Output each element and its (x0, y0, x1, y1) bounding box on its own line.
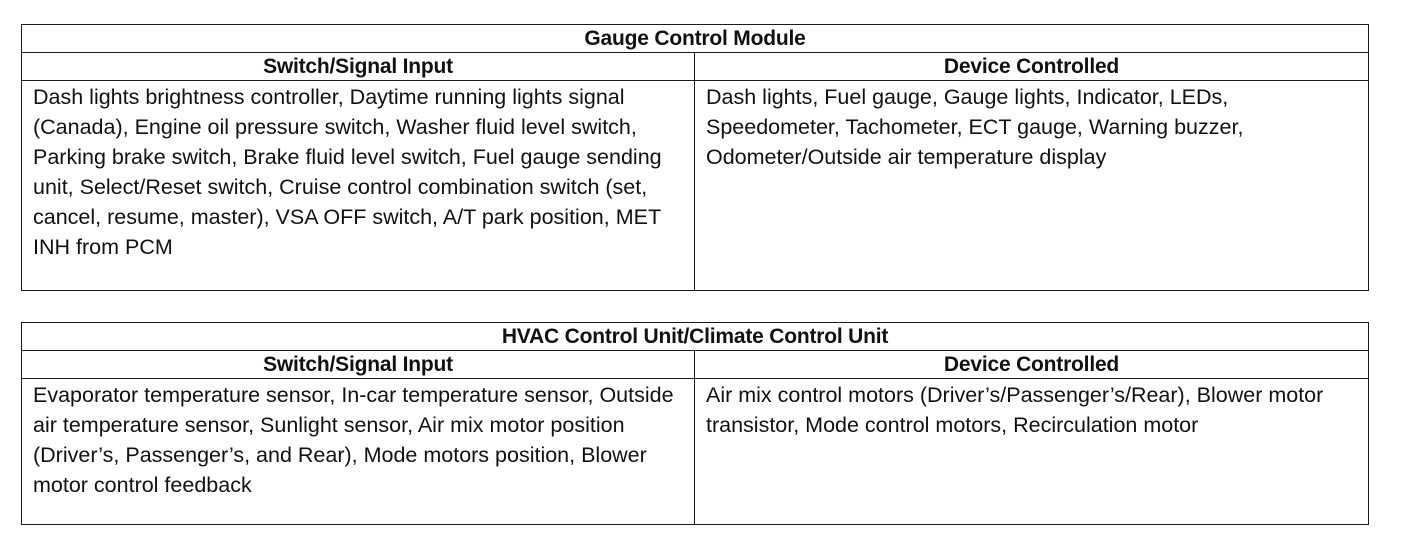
gcm-input-header: Switch/Signal Input (22, 53, 695, 81)
hvac-control-unit-table (21, 322, 1369, 525)
gcm-inputs-cell: Dash lights brightness controller, Daytime running lights signal (Canada), Engine oil pressure switch, Washer fluid level switch, Parking brake switch, Brake fluid level switch, Fuel gauge sending unit, Select/Reset switch, Cruise control combination switch (set, cancel, resume, master), VSA OFF switch, A/T park position, MET INH from PCM (22, 81, 695, 291)
gauge-control-module-table (21, 24, 1369, 291)
hvac-device-header: Device Controlled (695, 351, 1369, 379)
gcm-title-row (22, 25, 1369, 53)
hvac-inputs-cell: Evaporator temperature sensor, In-car temperature sensor, Outside air temperature sensor, Sunlight sensor, Air mix motor position (Driver’s, Passenger’s, and Rear), Mode motors position, Blower motor control feedback (22, 379, 695, 525)
gcm-body-row (22, 81, 1369, 291)
hvac-title-row (22, 323, 1369, 351)
gcm-header-row (22, 53, 1369, 81)
hvac-input-header: Switch/Signal Input (22, 351, 695, 379)
hvac-devices-cell: Air mix control motors (Driver’s/Passenger’s/Rear), Blower motor transistor, Mode control motors, Recirculation motor (695, 379, 1369, 525)
gcm-device-header: Device Controlled (695, 53, 1369, 81)
hvac-table-title: HVAC Control Unit/Climate Control Unit (22, 323, 1369, 351)
gcm-devices-cell: Dash lights, Fuel gauge, Gauge lights, Indicator, LEDs, Speedometer, Tachometer, ECT gauge, Warning buzzer, Odometer/Outside air temperature display (695, 81, 1369, 291)
gcm-table-title: Gauge Control Module (22, 25, 1369, 53)
hvac-header-row (22, 351, 1369, 379)
hvac-body-row (22, 379, 1369, 525)
